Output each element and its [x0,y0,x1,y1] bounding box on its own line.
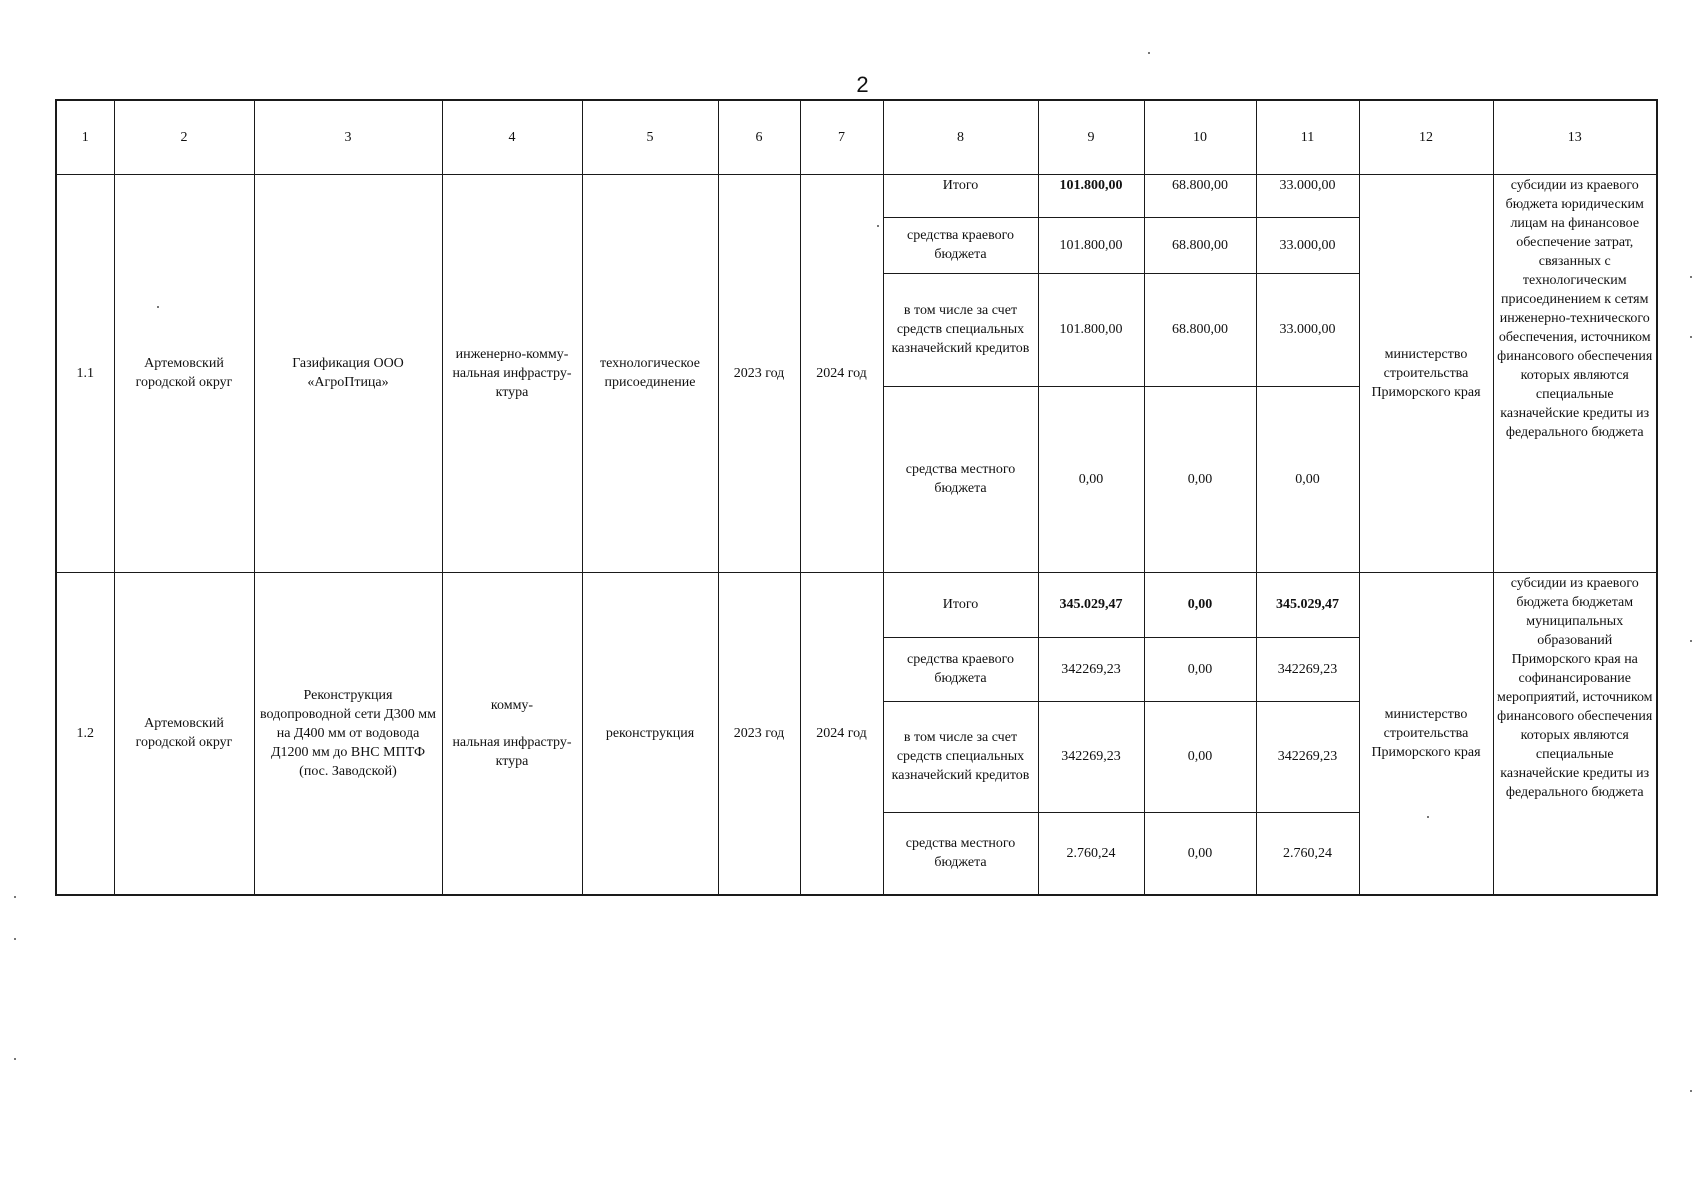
amount-col9: 0,00 [1038,386,1144,572]
amount-col11: 33.000,00 [1256,217,1359,273]
amount-col11: 2.760,24 [1256,812,1359,895]
work-type-cell: реконструкция [582,572,718,895]
amount-col10: 68.800,00 [1144,273,1256,386]
finance-source: средства местного бюджета [883,386,1038,572]
amount-col10: 0,00 [1144,637,1256,701]
column-header: 12 [1359,100,1493,174]
column-number-row [56,100,1657,174]
column-header: 9 [1038,100,1144,174]
category-cell: инженерно-комму-нальная инфрастру-ктура [442,174,582,572]
amount-col10: 68.800,00 [1144,217,1256,273]
scan-speck [1690,336,1692,338]
amount-col10: 0,00 [1144,701,1256,812]
finance-source: средства краевого бюджета [883,217,1038,273]
column-header: 10 [1144,100,1256,174]
finance-source: в том числе за счет средств специальных казначейский кредитов [883,701,1038,812]
municipality-cell: Артемовский городской округ [114,174,254,572]
scan-speck [1427,816,1429,818]
category-line: нальная инфрастру-ктура [452,734,572,769]
object-cell: Газификация ООО «АгроПтица» [254,174,442,572]
end-year-cell: 2024 год [800,174,883,572]
amount-col10: 0,00 [1144,386,1256,572]
scan-speck [1148,52,1150,54]
work-type-cell: технологическое присоединение [582,174,718,572]
amount-col11: 0,00 [1256,386,1359,572]
amount-col9: 342269,23 [1038,701,1144,812]
finance-source: Итого [883,572,1038,637]
column-header: 8 [883,100,1038,174]
column-header: 7 [800,100,883,174]
start-year-cell: 2023 год [718,572,800,895]
column-header: 13 [1493,100,1657,174]
subsidy-description: субсидии из краевого бюджета бюджетам муниципальных образований Приморского края на софинансирование мероприятий, источником финансового обеспечения которых являются специальные казначейские кредиты из федерального бюджета [1493,572,1657,895]
category-line: комму- [490,697,534,713]
row-number: 1.1 [56,174,114,572]
column-header: 6 [718,100,800,174]
subsidy-description: субсидии из краевого бюджета юридическим лицам на финансовое обеспечение затрат, связанных с технологическим присоединением к сетям инженерно-технического обеспечения, источником финансового обеспечения которых являются специальные казначейские кредиты из федерального бюджета [1493,174,1657,572]
amount-col9: 2.760,24 [1038,812,1144,895]
column-header: 3 [254,100,442,174]
column-header: 2 [114,100,254,174]
object-cell: Реконструкция водопроводной сети Д300 мм на Д400 мм от водовода Д1200 мм до ВНС МПТФ (пос. Заводской) [254,572,442,895]
scan-speck [14,1058,16,1060]
scan-speck [157,306,159,308]
municipality-cell: Артемовский городской округ [114,572,254,895]
column-header: 1 [56,100,114,174]
amount-col11: 33.000,00 [1256,273,1359,386]
executor-cell: министерство строительства Приморского края [1359,174,1493,572]
column-header: 5 [582,100,718,174]
scan-speck [1690,640,1692,642]
table-row [56,572,1657,637]
amount-col11: 342269,23 [1256,637,1359,701]
amount-col11: 342269,23 [1256,701,1359,812]
scan-speck [1690,276,1692,278]
finance-source: Итого [883,174,1038,217]
category-cell [442,572,582,895]
page-number: 2 [856,72,869,97]
amount-col11: 345.029,47 [1256,572,1359,637]
amount-col10: 68.800,00 [1144,174,1256,217]
column-header: 11 [1256,100,1359,174]
table-row [56,174,1657,217]
executor-cell: министерство строительства Приморского края [1359,572,1493,895]
row-number: 1.2 [56,572,114,895]
finance-source: в том числе за счет средств специальных казначейский кредитов [883,273,1038,386]
amount-col9: 101.800,00 [1038,174,1144,217]
amount-col9: 342269,23 [1038,637,1144,701]
amount-col9: 345.029,47 [1038,572,1144,637]
amount-col9: 101.800,00 [1038,217,1144,273]
scan-speck [877,225,879,227]
amount-col9: 101.800,00 [1038,273,1144,386]
start-year-cell: 2023 год [718,174,800,572]
amount-col11: 33.000,00 [1256,174,1359,217]
finance-source: средства краевого бюджета [883,637,1038,701]
amount-col10: 0,00 [1144,812,1256,895]
column-header: 4 [442,100,582,174]
scan-speck [1690,1090,1692,1092]
end-year-cell: 2024 год [800,572,883,895]
scan-speck [14,896,16,898]
scan-speck [14,938,16,940]
budget-table [55,99,1658,896]
amount-col10: 0,00 [1144,572,1256,637]
finance-source: средства местного бюджета [883,812,1038,895]
